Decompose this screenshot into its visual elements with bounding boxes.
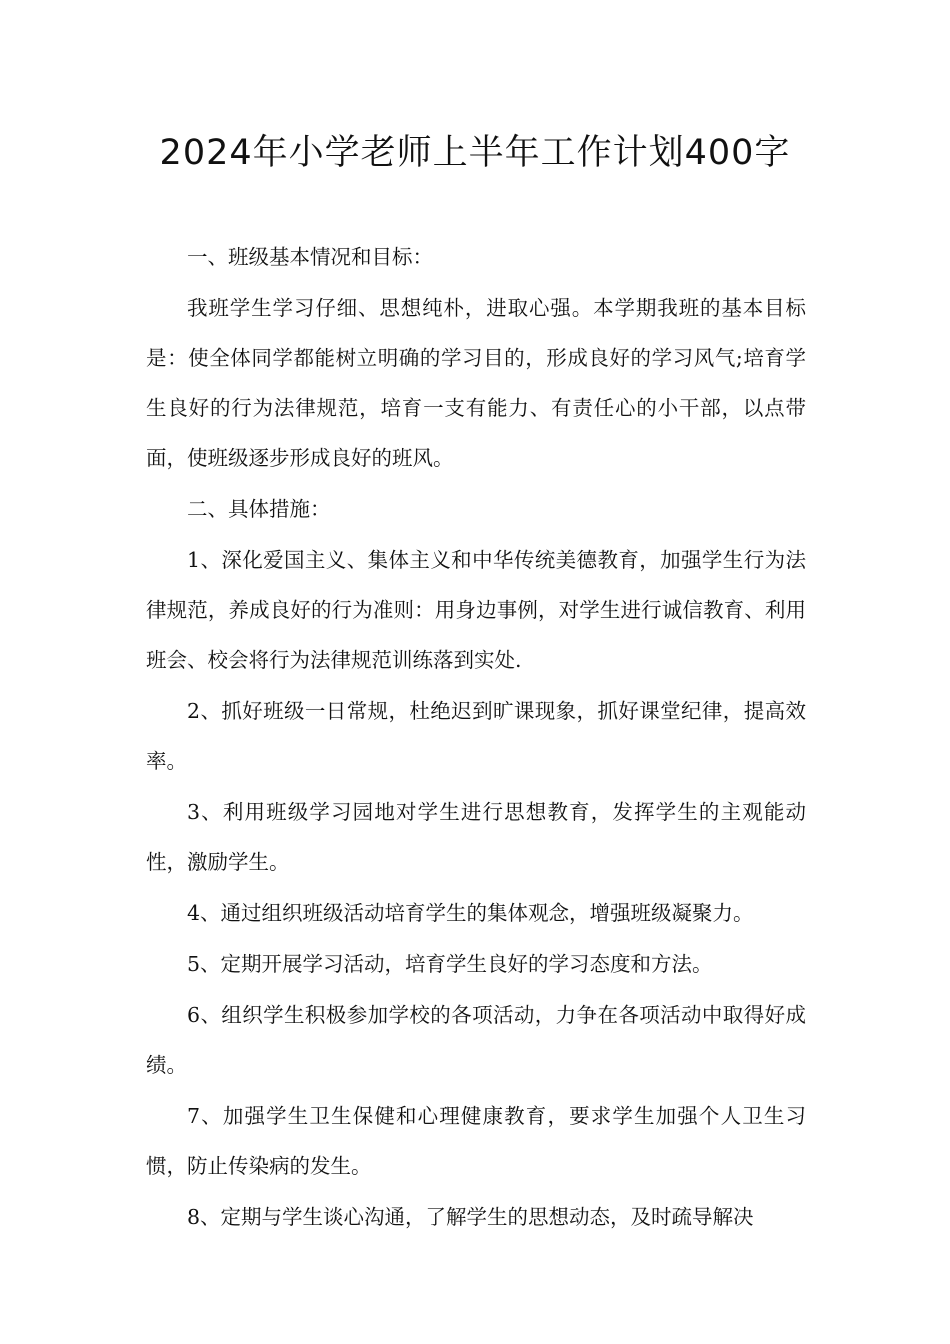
paragraph: 我班学生学习仔细、思想纯朴，进取心强。本学期我班的基本目标是：使全体同学都能树立明确的学习目的，形成良好的学习风气;培育学生良好的行为法律规范，培育一支有能力、有责任心的小干部，以点带面，使班级逐步形成良好的班风。 (146, 296, 806, 470)
paragraph-list-item: 1、深化爱国主义、集体主义和中华传统美德教育，加强学生行为法律规范，养成良好的行为准则：用身边事例，对学生进行诚信教育、利用班会、校会将行为法律规范训练落到实处. (146, 548, 806, 672)
paragraph-list-item: 8、定期与学生谈心沟通，了解学生的思想动态，及时疏导解决 (187, 1205, 754, 1229)
paragraph-section-heading: 一、班级基本情况和目标： (187, 245, 433, 269)
paragraph-list-item: 3、利用班级学习园地对学生进行思想教育，发挥学生的主观能动性，激励学生。 (146, 800, 806, 874)
paragraph-list-item: 4、通过组织班级活动培育学生的集体观念，增强班级凝聚力。 (187, 901, 754, 925)
document-title: 2024年小学老师上半年工作计划400字 (159, 133, 791, 173)
paragraph-list-item: 5、定期开展学习活动，培育学生良好的学习态度和方法。 (187, 952, 713, 976)
paragraph-list-item: 7、加强学生卫生保健和心理健康教育，要求学生加强个人卫生习惯，防止传染病的发生。 (146, 1104, 806, 1178)
paragraph-section-heading: 二、具体措施： (187, 497, 331, 521)
document-body (146, 232, 806, 1243)
paragraph-list-item: 2、抓好班级一日常规，杜绝迟到旷课现象，抓好课堂纪律，提高效率。 (146, 699, 806, 773)
paragraph-list-item: 6、组织学生积极参加学校的各项活动，力争在各项活动中取得好成绩。 (146, 1003, 806, 1077)
